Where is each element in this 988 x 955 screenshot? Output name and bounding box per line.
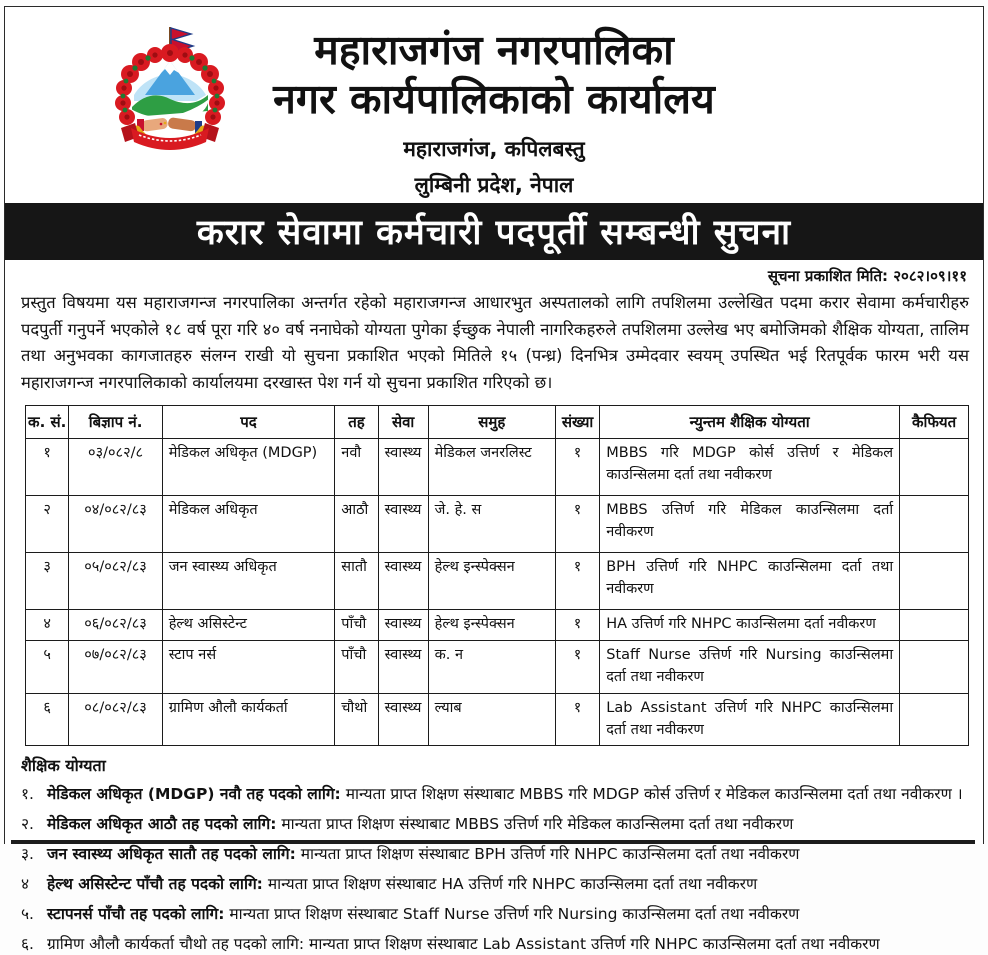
cell-qualification: BPH उत्तिर्ण गरि NHPC काउन्सिलमा दर्ता तथा नवीकरण	[600, 553, 900, 610]
cell-remarks	[900, 439, 969, 496]
letterhead	[5, 7, 983, 203]
cell-level: चौथो	[335, 693, 378, 746]
table-header-row	[26, 405, 969, 439]
org-name-line2: नगर कार्यपालिकाको कार्यालय	[273, 75, 715, 124]
cell-count: १	[555, 610, 599, 641]
cell-service: स्वास्थ्य	[378, 439, 428, 496]
qualification-item-text	[47, 784, 969, 805]
qualification-item-number: २.	[21, 815, 34, 834]
cell-count: १	[555, 439, 599, 496]
table-row	[26, 496, 969, 553]
qualification-item-detail: मान्यता प्राप्त शिक्षण संस्थाबाट Staff Nurse उत्तिर्ण गरि Nursing काउन्सिलमा दर्ता तथा नवीकरण	[224, 905, 800, 924]
cell-group: जे. हे. स	[428, 496, 555, 553]
cell-count: १	[555, 641, 599, 694]
qualification-item-lead: हेल्थ असिस्टेन्ट पाँचौ तह पदको लागि:	[47, 875, 263, 894]
column-header: बिज्ञाप नं.	[69, 405, 162, 439]
cell-ad_no: ०८/०८२/८३	[69, 693, 162, 746]
cell-post: मेडिकल अधिकृत (MDGP)	[162, 439, 335, 496]
table-row	[26, 641, 969, 694]
qualification-item	[21, 844, 969, 865]
qualification-item	[21, 934, 969, 955]
table-row	[26, 553, 969, 610]
cell-group: हेल्थ इन्स्पेक्सन	[428, 610, 555, 641]
qualification-item-text	[47, 844, 969, 865]
qualification-item-text	[47, 814, 969, 835]
qualification-item-detail: मान्यता प्राप्त शिक्षण संस्थाबाट BPH उत्तिर्ण गरि NHPC काउन्सिलमा दर्ता तथा नवीकरण	[295, 845, 800, 864]
cell-group: मेडिकल जनरलिस्ट	[428, 439, 555, 496]
cell-count: १	[555, 553, 599, 610]
column-header: संख्या	[555, 405, 599, 439]
qualification-item-detail: ग्रामिण औलौ कार्यकर्ता चौथो तह पदको लागि: मान्यता प्राप्त शिक्षण संस्थाबाट Lab Assistant उत्तिर्ण गरि NHPC काउन्सिलमा दर्ता तथा नवीकरण	[47, 934, 880, 953]
cell-qualification: Lab Assistant उत्तिर्ण गरि NHPC काउन्सिलमा दर्ता तथा नवीकरण	[600, 693, 900, 746]
column-header: कैफियत	[900, 405, 969, 439]
qualification-item-lead: मेडिकल अधिकृत आठौ तह पदको लागि:	[47, 815, 277, 834]
qualification-item-number: ६.	[21, 934, 34, 953]
table-row	[26, 610, 969, 641]
notice-body-paragraph: प्रस्तुत विषयमा यस महाराजगन्ज नगरपालिका अन्तर्गत रहेको महाराजगन्ज आधारभुत अस्पतालको लागि तपशिलमा उल्लेखित पदमा करार सेवामा कर्मचारीहरु पदपुर्ती गनुपर्ने भएकोले १८ वर्ष पूरा गरि ४० वर्ष ननाघेको योग्यता पुगेका ईच्छुक नेपाली नागरिकहरुले तपशिलमा उल्लेख भए बमोजिमको शैक्षिक योग्यता, तालिम तथा अनुभवका कागजातहरु संलग्न राखी यो सुचना प्रकाशित भएको मितिले १५ (पन्ध्र) दिनभित्र उम्मेदवार स्वयम् उपस्थित भई रितपूर्वक फारम भरी यस महाराजगन्ज नगरपालिकाको कार्यालयमा दरखास्त पेश गर्न यो सुचना प्रकाशित गरिएको छ।	[21, 293, 969, 393]
qualifications-heading: शैक्षिक योग्यता	[21, 756, 106, 776]
cell-sn: ५	[26, 641, 69, 694]
qualification-item	[21, 874, 969, 895]
qualification-item-text	[47, 904, 969, 925]
cell-qualification: MBBS गरि MDGP कोर्स उत्तिर्ण र मेडिकल काउन्सिलमा दर्ता तथा नवीकरण	[600, 439, 900, 496]
cell-ad_no: ०७/०८२/८३	[69, 641, 162, 694]
cell-group: क. न	[428, 641, 555, 694]
cell-sn: १	[26, 439, 69, 496]
cell-post: स्टाप नर्स	[162, 641, 335, 694]
qualification-item	[21, 814, 969, 835]
published-date: सूचना प्रकाशित मिति: २०८२।०९।११	[767, 267, 967, 285]
cell-service: स्वास्थ्य	[378, 693, 428, 746]
qualification-item	[21, 904, 969, 925]
qualification-item-number: १.	[21, 785, 34, 804]
cell-post: हेल्थ असिस्टेन्ट	[162, 610, 335, 641]
cell-level: सातौ	[335, 553, 378, 610]
cell-post: मेडिकल अधिकृत	[162, 496, 335, 553]
cell-group: ल्याब	[428, 693, 555, 746]
cell-post: जन स्वास्थ्य अधिकृत	[162, 553, 335, 610]
cell-level: आठौ	[335, 496, 378, 553]
cell-remarks	[900, 553, 969, 610]
cell-sn: ६	[26, 693, 69, 746]
qualification-item-number: ३.	[21, 845, 34, 864]
cell-remarks	[900, 496, 969, 553]
qualification-item-lead: जन स्वास्थ्य अधिकृत सातौ तह पदको लागि:	[47, 845, 296, 864]
qualification-item-detail: मान्यता प्राप्त शिक्षण संस्थाबाट HA उत्तिर्ण गरि NHPC काउन्सिलमा दर्ता तथा नवीकरण	[262, 875, 758, 894]
cell-qualification: MBBS उत्तिर्ण गरि मेडिकल काउन्सिलमा दर्ता नवीकरण	[600, 496, 900, 553]
cell-level: पाँचौ	[335, 641, 378, 694]
org-address-district: महाराजगंज, कपिलबस्तु	[403, 137, 585, 162]
cell-level: पाँचौ	[335, 610, 378, 641]
qualification-item-text	[47, 874, 969, 895]
column-header: समुह	[428, 405, 555, 439]
cell-count: १	[555, 693, 599, 746]
org-address-province: लुम्बिनी प्रदेश, नेपाल	[414, 173, 574, 198]
column-header: सेवा	[378, 405, 428, 439]
nepal-government-emblem-icon	[103, 25, 237, 165]
cell-qualification: Staff Nurse उत्तिर्ण गरि Nursing काउन्सिलमा दर्ता तथा नवीकरण	[600, 641, 900, 694]
qualification-item-lead: मेडिकल अधिकृत (MDGP) नवौ तह पदको लागि:	[47, 785, 341, 804]
cell-level: नवौ	[335, 439, 378, 496]
org-name-line1: महाराजगंज नगरपालिका	[314, 26, 674, 74]
cell-sn: ४	[26, 610, 69, 641]
column-header: न्युन्तम शैक्षिक योग्यता	[600, 405, 900, 439]
column-header: तह	[335, 405, 378, 439]
qualification-item-number: ४	[21, 875, 30, 894]
cell-sn: २	[26, 496, 69, 553]
column-header: क. सं.	[26, 405, 69, 439]
cell-group: हेल्थ इन्स्पेक्सन	[428, 553, 555, 610]
notice-page	[4, 6, 984, 953]
cell-post: ग्रामिण औलौ कार्यकर्ता	[162, 693, 335, 746]
qualification-item-text	[47, 934, 969, 955]
cell-ad_no: ०५/०८२/८३	[69, 553, 162, 610]
qualification-item-detail: मान्यता प्राप्त शिक्षण संस्थाबाट MBBS गरि MDGP कोर्स उत्तिर्ण र मेडिकल काउन्सिलमा दर्ता तथा नवीकरण ।	[340, 785, 963, 804]
cell-remarks	[900, 641, 969, 694]
cutoff-content-strip	[11, 840, 975, 844]
cell-count: १	[555, 496, 599, 553]
cell-service: स्वास्थ्य	[378, 641, 428, 694]
qualifications-section	[5, 746, 983, 955]
cell-service: स्वास्थ्य	[378, 496, 428, 553]
cell-ad_no: ०३/०८२/८	[69, 439, 162, 496]
cell-remarks	[900, 693, 969, 746]
qualification-item-lead: स्टापनर्स पाँचौ तह पदको लागि:	[47, 905, 225, 924]
qualification-item	[21, 784, 969, 805]
cell-sn: ३	[26, 553, 69, 610]
cell-remarks	[900, 610, 969, 641]
qualification-item-number: ५.	[21, 905, 34, 924]
notice-title: करार सेवामा कर्मचारी पदपूर्ती सम्बन्धी सुचना	[196, 213, 792, 253]
qualification-item-detail: मान्यता प्राप्त शिक्षण संस्थाबाट MBBS उत्तिर्ण गरि मेडिकल काउन्सिलमा दर्ता तथा नवीकरण	[276, 815, 794, 834]
cell-service: स्वास्थ्य	[378, 610, 428, 641]
qualifications-list	[21, 784, 969, 955]
cell-ad_no: ०४/०८२/८३	[69, 496, 162, 553]
table-row	[26, 439, 969, 496]
notice-title-banner	[5, 203, 983, 260]
cell-ad_no: ०६/०८२/८३	[69, 610, 162, 641]
table-row	[26, 693, 969, 746]
column-header: पद	[162, 405, 335, 439]
cell-qualification: HA उत्तिर्ण गरि NHPC काउन्सिलमा दर्ता नवीकरण	[600, 610, 900, 641]
vacancy-table	[25, 405, 969, 747]
cell-service: स्वास्थ्य	[378, 553, 428, 610]
